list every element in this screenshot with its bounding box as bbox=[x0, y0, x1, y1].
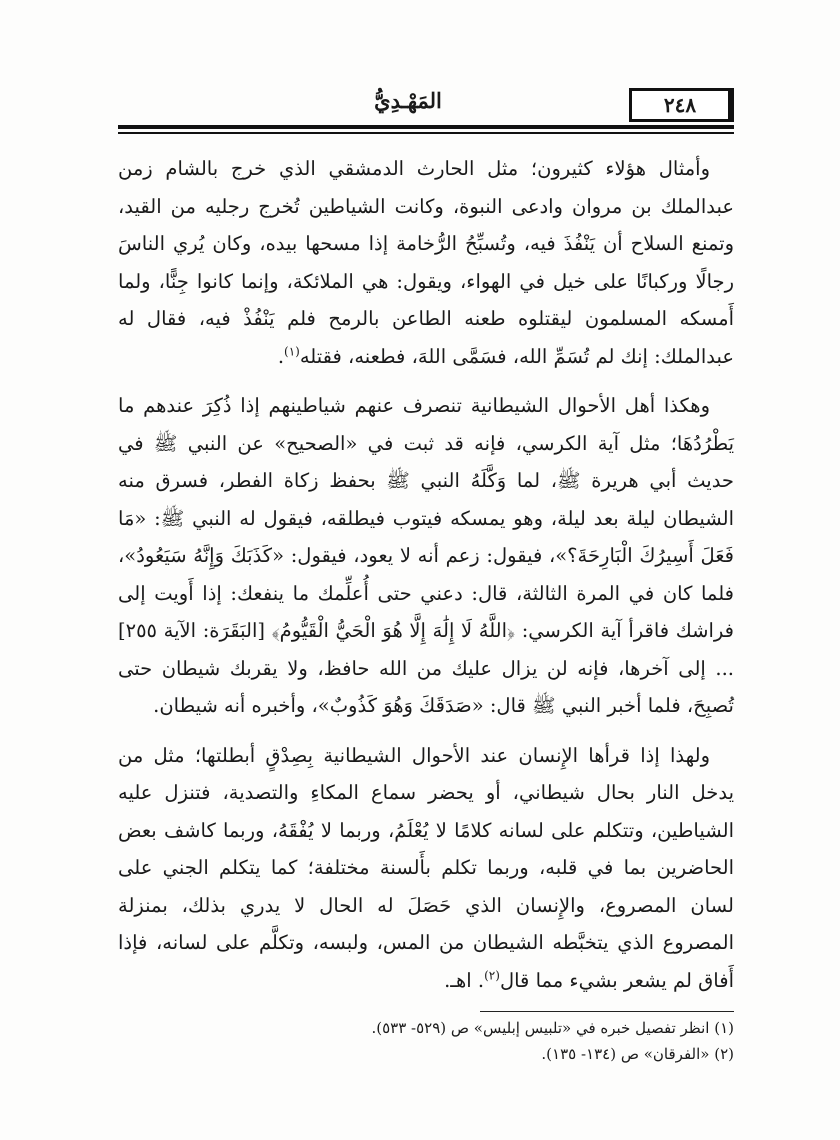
footnote-ref-2: (٢) bbox=[484, 968, 500, 982]
footnote-separator bbox=[480, 1011, 734, 1012]
footnote-1: (١) انظر تفصيل خبره في «تلبيس إبليس» ص (٥٢٩- ٥٣٣). bbox=[371, 1019, 734, 1037]
book-title: المَهْـدِيُّ bbox=[374, 88, 442, 113]
paragraph-1-text: وأمثال هؤلاء كثيرون؛ مثل الحارث الدمشقي الذي خرج بالشام زمن عبدالملك بن مروان وادعى النبوة، وكانت الشياطين تُخرج رجليه من القيد، وتمنع السلاح أن يَنْفُذَ فيه، وتُسبِّحُ الرُّخامة إذا مسحها بيده، وكان يُري الناسَ رجالًا وركبانًا على خيل في الهواء، ويقول: هي الملائكة، وإنما كانوا جِنًّا، ولما أَمسكه المسلمون ليقتلوه طعنه الطاعن بالرمح فلم يَنْفُذْ فيه، فقال له عبدالملك: إنك لم تُسَمِّ الله، فسَمَّى اللهَ، فطعنه، فقتله bbox=[118, 157, 734, 368]
paragraph-3 bbox=[118, 737, 734, 1000]
page-number: ٢٤٨ bbox=[629, 88, 734, 122]
paragraph-2-end: [البَقَرَة: الآية ٢٥٥] ... إلى آخرها، فإنه لن يزال عليك من الله حافظ، ولا يقربك شيطان حتى تُصبِحَ، فلما أخبر النبي ﷺ قال: «صَدَقَكَ وَهُوَ كَذُوبٌ»، وأخبره أنه شيطان. bbox=[118, 619, 734, 717]
footnotes bbox=[118, 1015, 734, 1067]
quran-verse: ﴿اللَّهُ لَا إِلَٰهَ إِلَّا هُوَ الْحَيُّ الْقَيُّومُ﴾ bbox=[271, 619, 516, 642]
paragraph-3-text: ولهذا إذا قرأها الإِنسان عند الأحوال الشيطانية بِصِدْقٍ أبطلتها؛ مثل من يدخل النار بحال شيطاني، أو يحضر سماع المكاءِ والتصدية، فتنزل عليه الشياطين، وتتكلم على لسانه كلامًا لا يُعْلَمُ، وربما لا يُفْقَهُ، وربما كاشف بعض الحاضرين بما في قلبه، وربما تكلم بأَلسنة مختلفة؛ كما يتكلم الجني على لسان المصروع، والإِنسان الذي حَصَلَ له الحال لا يدري بذلك، بمنزلة المصروع الذي يتخبَّطه الشيطان من المس، ولبسه، وتكلَّم على لسانه، فإذا أَفاق لم يشعر بشيء مما قال bbox=[118, 743, 734, 992]
paragraph-2-text: وهكذا أهل الأحوال الشيطانية تنصرف عنهم شياطينهم إذا ذُكِرَ عندهم ما يَطْرُدُهَا؛ مثل آية الكرسي، فإنه قد ثبت في «الصحيح» عن النبي ﷺ في حديث أبي هريرة ﷺ، لما وَكَّلَهُ النبي ﷺ بحفظ زكاة الفطر، فسرق منه الشيطان ليلة بعد ليلة، وهو يمسكه فيتوب فيطلقه، فيقول له النبي ﷺ: «مَا فَعَلَ أَسِيرُكَ الْبَارِحَةَ؟»، فيقول: زعم أنه لا يعود، فيقول: «كَذَبَكَ وَإِنَّهُ سَيَعُودُ»، فلما كان في المرة الثالثة، قال: دعني حتى أُعلِّمك ما ينفعك: إذا أَويت إلى فراشك فاقرأ آية الكرسي: bbox=[118, 394, 734, 642]
main-text bbox=[118, 150, 734, 1011]
page-header bbox=[118, 82, 734, 122]
header-rule-thick bbox=[118, 125, 734, 129]
paragraph-3-end: . اهـ. bbox=[444, 968, 485, 992]
header-rule-thin bbox=[118, 132, 734, 134]
footnote-2: (٢) «الفرقان» ص (١٣٤- ١٣٥). bbox=[541, 1045, 734, 1063]
paragraph-1-end: . bbox=[277, 344, 285, 368]
paragraph-2 bbox=[118, 387, 734, 725]
paragraph-1 bbox=[118, 150, 734, 375]
footnote-ref-1: (١) bbox=[284, 344, 300, 358]
